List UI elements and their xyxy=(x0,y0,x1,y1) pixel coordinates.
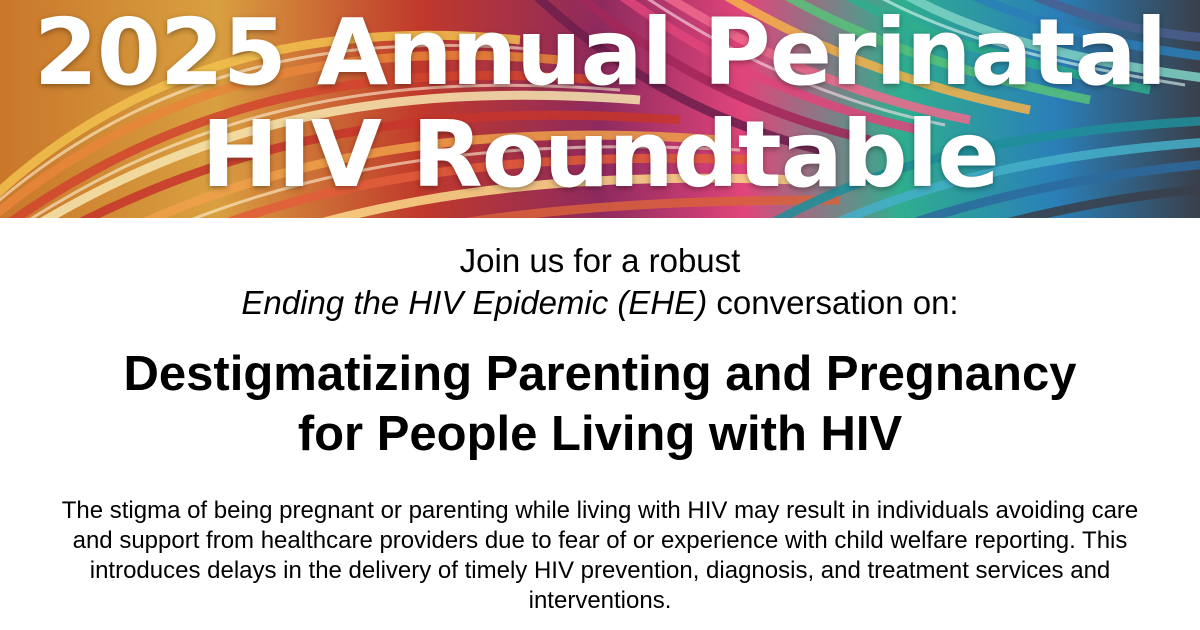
session-description: The stigma of being pregnant or parenting while living with HIV may result in individuals avoiding care and support from healthcare providers due to fear of or experience with child welfare reporting. This introduces delays in the delivery of timely HIV prevention, diagnosis, and treatment services and interventions. xyxy=(61,497,1139,614)
session-headline xyxy=(0,344,1200,464)
intro-ehe-phrase: Ending the HIV Epidemic (EHE) xyxy=(241,284,708,321)
intro-line2 xyxy=(0,282,1200,324)
intro-line1: Join us for a robust xyxy=(459,242,741,279)
session-headline-line2: for People Living with HIV xyxy=(297,407,903,461)
session-headline-line1: Destigmatizing Parenting and Pregnancy xyxy=(123,347,1077,401)
event-title-line1: 2025 Annual Perinatal xyxy=(33,0,1167,106)
event-title xyxy=(0,0,1200,206)
header-banner xyxy=(0,0,1200,218)
intro-line2-rest: conversation on: xyxy=(707,284,959,321)
intro-text xyxy=(0,240,1200,324)
event-title-line2: HIV Roundtable xyxy=(201,101,999,208)
